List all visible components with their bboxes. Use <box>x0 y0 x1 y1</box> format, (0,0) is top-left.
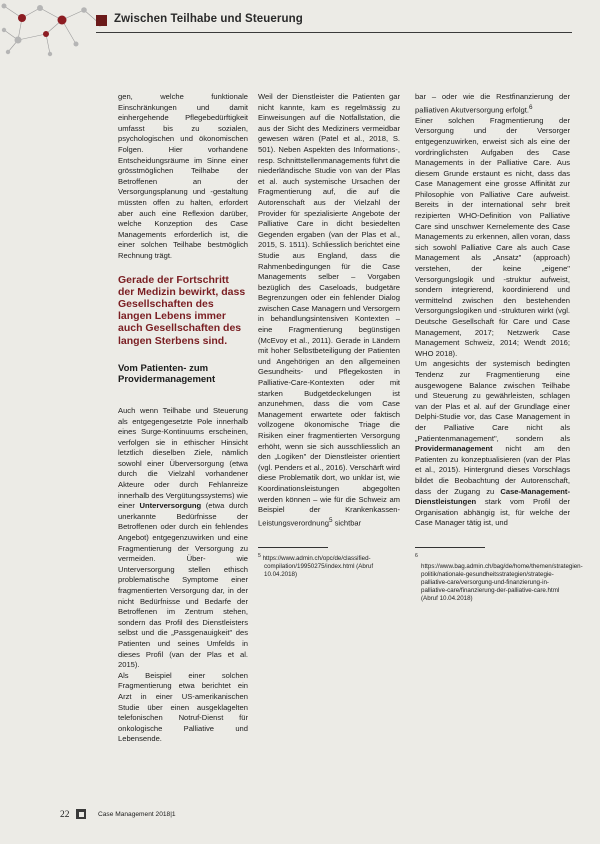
column-left <box>118 92 248 745</box>
page-number: 22 <box>60 810 70 820</box>
running-header <box>96 12 572 33</box>
footnote-ref: 6 <box>528 103 533 111</box>
paragraph: bar – oder wie die Restfinanzierung der palliativen Akutversorgung erfolgt.$^6$ <box>415 92 570 115</box>
footnote: $^5$ https://www.admin.ch/opc/de/classified-compilation/19950275/index.html (Abruf 10.04.2018) <box>258 552 374 578</box>
footnote-ref: 5 <box>328 516 333 524</box>
column-middle <box>258 92 400 579</box>
pull-quote: Gerade der Fortschritt der Medizin bewirkt, dass Gesellschaften des langen Lebens immer auch Gesellschaften des langen Sterbens sind. <box>118 273 246 347</box>
paragraph: Einer solchen Fragmentierung der Versorgung und der Versorger entgegenzuwirken, erweist sich als eine der vordringlichsten Aufgaben des Case Managements in der Palliative Care. Aus diesem Grunde erstaunt es nicht, dass das Case Management eine grosse Affinität zur Philosophie von Palliative Care aufweist. Bereits in der international sehr breit rezipierten WHO-Definition von Palliative Care sind unschwer Kernelemente des Case Managements zu erkennen, allen voran, dass sich sowohl Palliative Care als auch Case Management als „Ansatz" (approach) verstehen, der keine „eigene" Versorgungslogik und -struktur aufweist, sondern integrierend, koordinierend und vermittelnd zwischen den bestehenden Versorgungslogiken und -strukturen wirkt (vgl. Deutsche Gesellschaft für Care und Case Management, 2017; Netzwerk Case Management Schweiz, 2014; Wendt 2016; WHO 2018). <box>415 115 570 358</box>
column-right <box>415 92 583 603</box>
footnote-rule <box>415 547 485 548</box>
journal-name: Case Management 2018|1 <box>98 811 176 818</box>
paragraph: Weil der Dienstleister die Patienten gar nicht kannte, kam es regelmässig zu Einweisungen auf die Notfallstation, die aus der Sicht des Mediziners vermeidbar gewesen wären (Patel et al., 2018, S. 501). Neben Aspekten des Informations-, resp. Schnittstellenmanagements führt die niederländische Studie von van der Plas et al. auch systemische Ursachen der Fragmentierung auf, die auf die Autorenschaft aus der Vielzahl der Provider für spezialisierte Angebote der Palliative Care in dicht besiedelten Gegenden ergaben (van der Plas et al., 2015, S. 1511). Schliesslich berichtet eine Studie aus England, dass die Rahmenbedingungen für die Case Managements selber – Vorgaben bezüglich des Caseloads, budgetäre Begrenzungen oder ein fehlender Dialog zwischen Case Managern und Versorgern in behandlungsintensiven Kontexten – eine Fragmentierung begünstigen (McEvoy et al., 2011). Gerade in Ländern mit hoher Selbstbeteiligung der Patienten und Angehörigen an den allgemeinen Gesundheits- und Pflegekosten in Palliative-Care-Kontexten oder mit starken Budgetdeckelungen ist anzunehmen, dass die vom Case Management erwartete oder faktisch vollzogene ökonomische Triage die Risiken einer fragmentierten Versorgung erhöht, wenn sie sich ausschliesslich an den „Logiken" der Dienstleister orientiert (vgl. Penders et al., 2016). Verschärft wird diese Problematik dort, wo unklar ist, wie Koordinationsleistungen abgegolten werden können – wie für die Schweiz am Beispiel der Krankenkassen-Leistungsverordnung$^5$ sichtbar <box>258 92 400 528</box>
paragraph: gen, welche funktionale Einschränkungen und damit einhergehende Pflegebedürftigkeit umfasst bis zu sozialen, psychologischen und ökonomischen Folgen. Hier vorhandene Entscheidungsräume im Sinne einer grösstmöglichen Teilhabe der Betroffenen an der Versorgungsplanung und -gestaltung müssten offen zu halten, erfordert aber auch eine Reflexion darüber, welche Konzeption des Case Managements erforderlich ist, die einer solchen Teilhabe bestmöglich Rechnung trägt. <box>118 92 248 260</box>
section-heading: Vom Patienten- zum Providermanagement <box>118 362 216 386</box>
footnote-rule <box>258 547 328 548</box>
paragraph: Als Beispiel einer solchen Fragmentierung etwa berichtet ein Arzt in einer US-amerikanischen Studie über einen ausgeklagelten telefonischen Notruf-Dienst für onkologische Palliative und Lebensende. <box>118 670 248 744</box>
running-header-title: Zwischen Teilhabe und Steuerung <box>114 13 303 25</box>
footnote: $^6$ https://www.bag.admin.ch/bag/de/home/themen/strategien-politik/nationale-gesundheitsstrategien/strategie-palliative-care/versorgung-und-finanzierung-in-palliative-care/finanzierung-der-palliative-care.html (Abruf 10.04.2018) <box>415 552 583 602</box>
section-square-icon <box>96 15 107 26</box>
emphasis: Case-Management-Dienstleistungen <box>415 486 570 507</box>
emphasis: Providermanagement <box>415 444 493 454</box>
paragraph: Um angesichts der systemisch bedingten Tendenz zur Fragmentierung eine ausgewogene Balance zwischen Teilhabe und Steuerung zu gewährleisten, schlagen van der Plas et al. auf der Grundlage einer Delphi-Studie vor, das Case Management in der Palliative Care nicht als „Patientenmanagement", sondern als Providermanagement nicht am den Patienten zu konzeptualisieren (van der Plas et al., 2015). Hintergrund dieses Vorschlags bildet die Beobachtung der Autorenschaft, dass der Zugang zu Case-Management-Dienstleistungen stark vom Profil der Organisation abhängig ist, für welche der Case Manager tätig ist, und <box>415 359 570 528</box>
paragraph: Auch wenn Teilhabe und Steuerung als entgegengesetzte Pole innerhalb eines Surge-Kontinuums erscheinen, verfolgen sie in ethischer Hinsicht letztlich dieselben Ziele, nämlich sowohl einer Überversorgung (etwa durch die Vielzahl vorhandener Akteure oder durch Fehlanreize innerhalb des Vergütungssystems) wie einer Unterversorgung (etwa durch unerkannte Bedürfnisse der Betroffenen oder durch ein fehlendes Angebot) entgegenzuwirken und eine Fragmentierung der Versorgung zu vermeiden. Über- wie Unterversorgung stellen ethisch problematische Symptome einer fragmentierten Versorgung dar, in der nicht Bedürfnisse und Bedarfe der Betroffenen im Zentrum stehen, sondern das Profil des Dienstleisters selbst und die „Passgenauigkeit" des Patienten und seines Umfelds in dieses Profil (van der Plas et al. 2015). <box>118 405 249 670</box>
page-footer <box>60 808 360 822</box>
journal-logo-icon <box>76 809 86 819</box>
emphasis: Unterversorgung <box>139 501 202 511</box>
